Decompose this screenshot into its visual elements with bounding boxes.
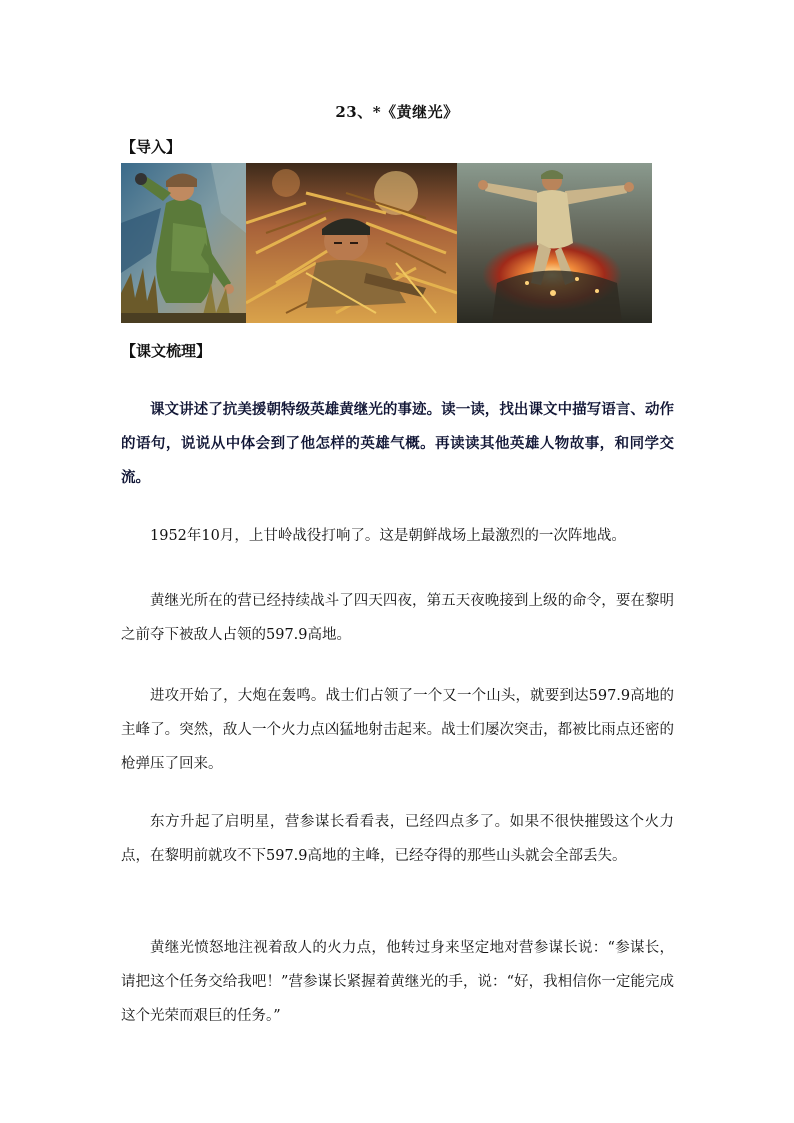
- page-title: 23、*《黄继光》: [335, 103, 459, 121]
- text-paragraph: 黄继光愤怒地注视着敌人的火力点，他转过身来坚定地对营参谋长说：“参谋长，请把这个任务交给我吧！”营参谋长紧握着黄继光的手，说：“好，我相信你一定能完成这个光荣而艰巨的任务。”: [121, 940, 674, 1024]
- text-paragraph: 1952年10月，上甘岭战役打响了。这是朝鲜战场上最激烈的一次阵地战。: [150, 528, 626, 544]
- soldier-crawling-in-grass-illustration: [246, 163, 457, 323]
- section-label-outline: 【课文梳理】: [121, 342, 212, 360]
- text-paragraph: 进攻开始了，大炮在轰鸣。战士们占领了一个又一个山头，就要到达597.9高地的主峰了。突然，敌人一个火力点凶猛地射击起来。战士们屡次突击，都被比雨点还密的枪弹压了回来。: [121, 688, 674, 772]
- soldier-charging-bunker-illustration: [457, 163, 652, 323]
- section-label-intro: 【导入】: [121, 138, 182, 156]
- illustration-strip: [121, 163, 652, 323]
- text-paragraph: 东方升起了启明星，营参谋长看看表，已经四点多了。如果不很快摧毁这个火力点，在黎明前就攻不下597.9高地的主峰，已经夺得的那些山头就会全部丢失。: [121, 814, 674, 864]
- text-paragraph: 黄继光所在的营已经持续战斗了四天四夜，第五天夜晚接到上级的命令，要在黎明之前夺下被敌人占领的597.9高地。: [121, 593, 674, 643]
- soldier-with-grenade-illustration: [121, 163, 246, 323]
- reading-task-instruction: 课文讲述了抗美援朝特级英雄黄继光的事迹。读一读，找出课文中描写语言、动作的语句，说说从中体会到了他怎样的英雄气概。再读读其他英雄人物故事，和同学交流。: [121, 401, 674, 486]
